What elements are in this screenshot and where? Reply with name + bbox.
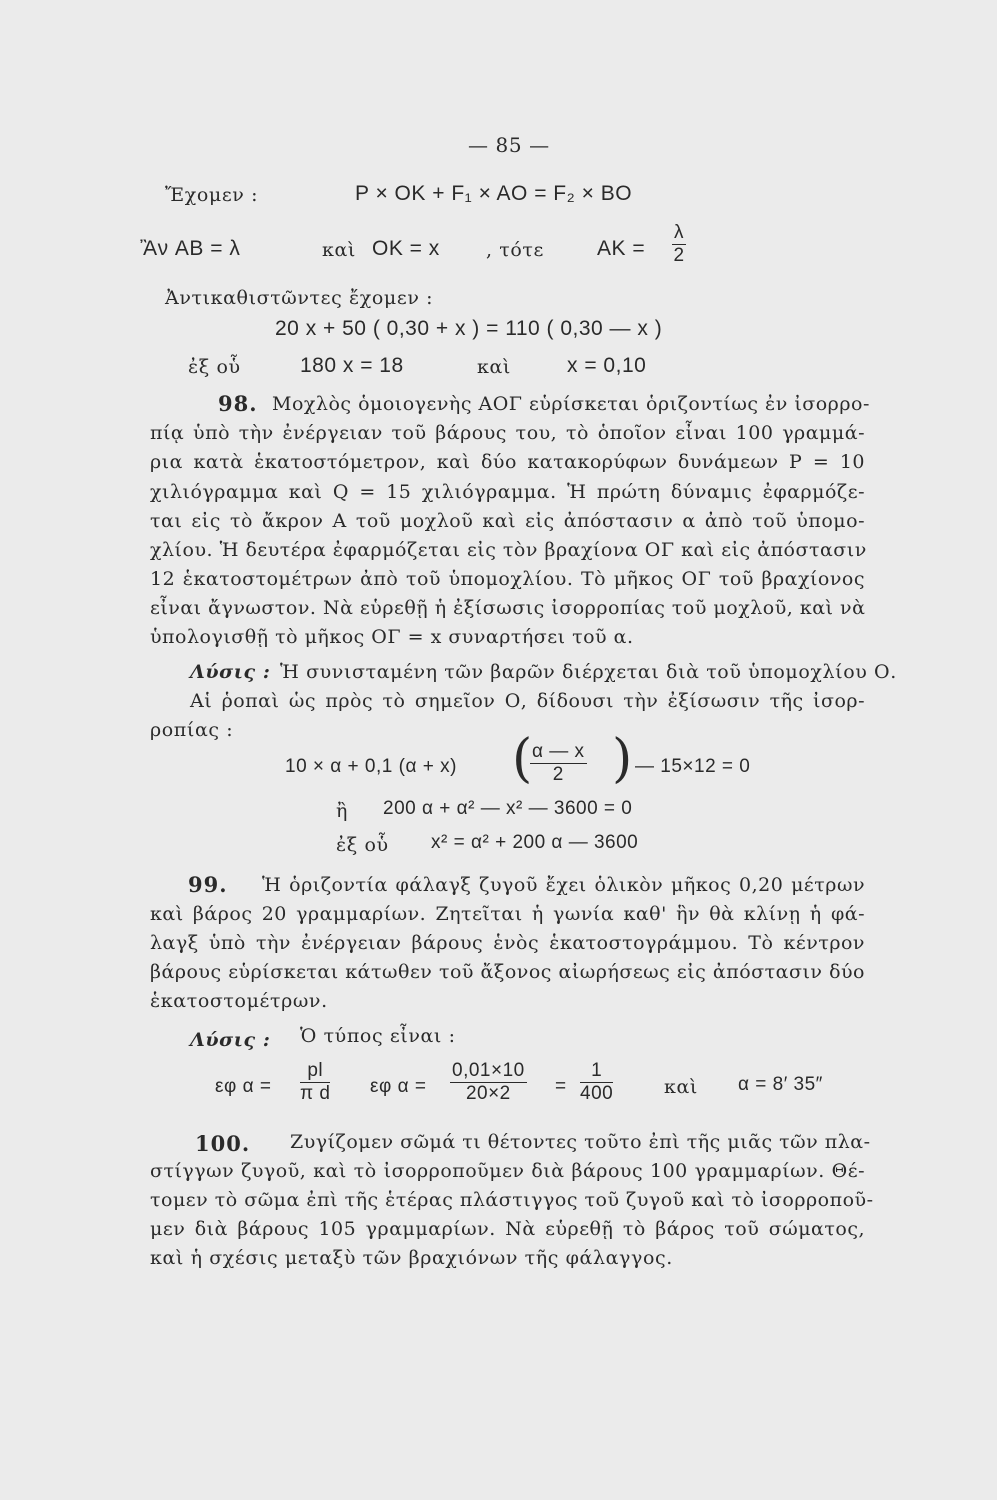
fraction-pl-over-pid (300, 1060, 330, 1105)
problem-99-line: ἑκατοστομέτρων. (150, 990, 328, 1012)
fraction-numerator: 0,01×10 (452, 1060, 525, 1081)
result-kai: καὶ (477, 356, 511, 378)
fraction-numerator: λ (674, 222, 684, 243)
final-equation-label: ἐξ οὗ (336, 834, 389, 856)
problem-98-number: 98. (218, 391, 258, 416)
problem-100-line: καὶ ἡ σχέσις μεταξὺ τῶν βραχιόνων τῆς φάλαγγος. (150, 1247, 673, 1269)
result-equation: 180 x = 18 (300, 354, 404, 377)
fraction-lambda-over-2 (672, 222, 686, 267)
final-equation: x² = α² + 200 α — 3600 (431, 832, 639, 853)
solution-98-line: Ἡ συνισταμένη τῶν βαρῶν διέρχεται διὰ τοῦ ὑπομοχλίου Ο. (280, 661, 897, 683)
tan-substitution-lhs: εφ α = (370, 1076, 427, 1097)
problem-100-line: τομεν τὸ σῶμα ἐπὶ τῆς ἑτέρας πλάστιγγος τοῦ ζυγοῦ καὶ τὸ ἰσορροποῦ- (150, 1189, 874, 1211)
problem-100-line: στίγγων ζυγοῦ, καὶ τὸ ἰσορροποῦμεν διὰ βάρους 100 γραμμαρίων. Θέ- (150, 1160, 865, 1182)
torque-equation: P × OK + F₁ × AO = F₂ × BO (355, 182, 633, 205)
fraction-alpha-minus-x-over-2 (530, 741, 587, 786)
fraction-numerator: α — x (532, 741, 585, 762)
setup-label-echomen: Ἔχομεν : (165, 184, 259, 206)
expanded-equation-label: ἢ (336, 800, 348, 822)
substituted-equation: 20 x + 50 ( 0,30 + x ) = 110 ( 0,30 — x ) (275, 317, 663, 340)
problem-98-line: 12 ἑκατοστομέτρων ἀπὸ τοῦ ὑπομοχλίου. Τὸ μῆκος ΟΓ τοῦ βραχίονος (150, 568, 865, 590)
problem-98-line: χλίου. Ἡ δευτέρα ἐφαρμόζεται εἰς τὸν βραχίονα ΟΓ καὶ εἰς ἀπόστασιν (150, 539, 867, 561)
tan-formula-lhs: εφ α = (215, 1076, 272, 1097)
fraction-numeric (450, 1060, 527, 1105)
problem-100-line: μεν διὰ βάρους 105 γραμμαρίων. Νὰ εὑρεθῇ τὸ βάρος τοῦ σώματος, (150, 1218, 865, 1240)
problem-100-number: 100. (195, 1131, 251, 1156)
condition-ok: OK = x (372, 237, 440, 260)
fraction-numerator: pl (300, 1060, 330, 1083)
fraction-numerator: 1 (580, 1060, 613, 1083)
fraction-denominator: 20×2 (465, 1082, 511, 1104)
condition-ab: Ἂν AB = λ (140, 237, 241, 260)
equals-sign: = (555, 1076, 567, 1097)
right-parenthesis: ) (612, 729, 633, 789)
result-kai-99: καὶ (664, 1076, 698, 1098)
problem-99-line: καὶ βάρος 20 γραμμαρίων. Ζητεῖται ἡ γωνία καθ' ἣν θὰ κλίνῃ ἡ φά- (150, 903, 865, 925)
problem-98-line: Μοχλὸς ὁμοιογενὴς ΑΟΓ εὑρίσκεται ὁριζοντίως ἐν ἰσορρο- (272, 393, 870, 415)
problem-99-line: βάρους εὑρίσκεται κάτωθεν τοῦ ἄξονος αἰωρήσεως εἰς ἀπόστασιν δύο (150, 961, 865, 983)
substitution-heading: Ἀντικαθιστῶντες ἔχομεν : (165, 287, 434, 309)
fraction-denominator: 400 (580, 1082, 614, 1104)
problem-98-line: εἶναι ἄγνωστον. Νὰ εὑρεθῇ ἡ ἐξίσωσις ἰσορροπίας τοῦ μοχλοῦ, καὶ νὰ (150, 597, 866, 619)
condition-kai: καὶ (322, 239, 356, 261)
problem-98-line: πίᾳ ὑπὸ τὴν ἐνέργειαν τοῦ βάρους του, τὸ ὁποῖον εἶναι 100 γραμμά- (150, 422, 865, 444)
left-parenthesis: ( (512, 729, 533, 789)
problem-99-line: Ἡ ὁριζοντία φάλαγξ ζυγοῦ ἔχει ὁλικὸν μῆκος 0,20 μέτρων (262, 874, 865, 896)
solution-99-text: Ὁ τύπος εἶναι : (300, 1025, 456, 1047)
condition-tote: , τότε (486, 239, 544, 261)
solution-98-line: Αἱ ῥοπαὶ ὡς πρὸς τὸ σημεῖον Ο, δίδουσι τὴν ἐξίσωσιν τῆς ἰσορ- (190, 690, 865, 712)
expanded-equation: 200 α + α² — x² — 3600 = 0 (383, 798, 633, 819)
problem-98-line: ρια κατὰ ἑκατοστόμετρον, καὶ δύο κατακορύφων δυνάμεων P = 10 (150, 451, 865, 473)
moment-equation-right: — 15×12 = 0 (635, 756, 751, 777)
solution-98-label: Λύσις : (190, 661, 271, 683)
problem-99-number: 99. (188, 872, 228, 897)
moment-equation-left: 10 × α + 0,1 (α + x) (285, 756, 457, 777)
fraction-denominator: 2 (552, 763, 564, 785)
solution-99-label: Λύσις : (190, 1029, 271, 1051)
problem-99-line: λαγξ ὑπὸ τὴν ἐνέργειαν βάρους ἑνὸς ἑκατοστογράμμου. Τὸ κέντρον (150, 932, 865, 954)
condition-ak: AK = (597, 237, 646, 260)
problem-98-line: ὑπολογισθῇ τὸ μῆκος ΟΓ = x συναρτήσει τοῦ α. (150, 626, 634, 648)
problem-98-line: ται εἰς τὸ ἄκρον Α τοῦ μοχλοῦ καὶ εἰς ἀπόστασιν α ἀπὸ τοῦ ὑπομο- (150, 510, 865, 532)
problem-98-line: χιλιόγραμμα καὶ Q = 15 χιλιόγραμμα. Ἡ πρώτη δύναμις ἐφαρμόζε- (150, 481, 865, 503)
page-number: — 85 — (468, 133, 550, 157)
angle-result: α = 8′ 35″ (738, 1074, 823, 1095)
result-label: ἐξ οὗ (188, 356, 241, 378)
solution-98-line: ροπίας : (150, 719, 234, 741)
problem-100-line: Ζυγίζομεν σῶμά τι θέτοντες τοῦτο ἐπὶ τῆς μιᾶς τῶν πλα- (290, 1131, 871, 1153)
fraction-denominator: 2 (673, 244, 685, 266)
fraction-denominator: π d (300, 1082, 331, 1104)
fraction-1-over-400 (580, 1060, 613, 1105)
result-x-value: x = 0,10 (567, 354, 647, 377)
